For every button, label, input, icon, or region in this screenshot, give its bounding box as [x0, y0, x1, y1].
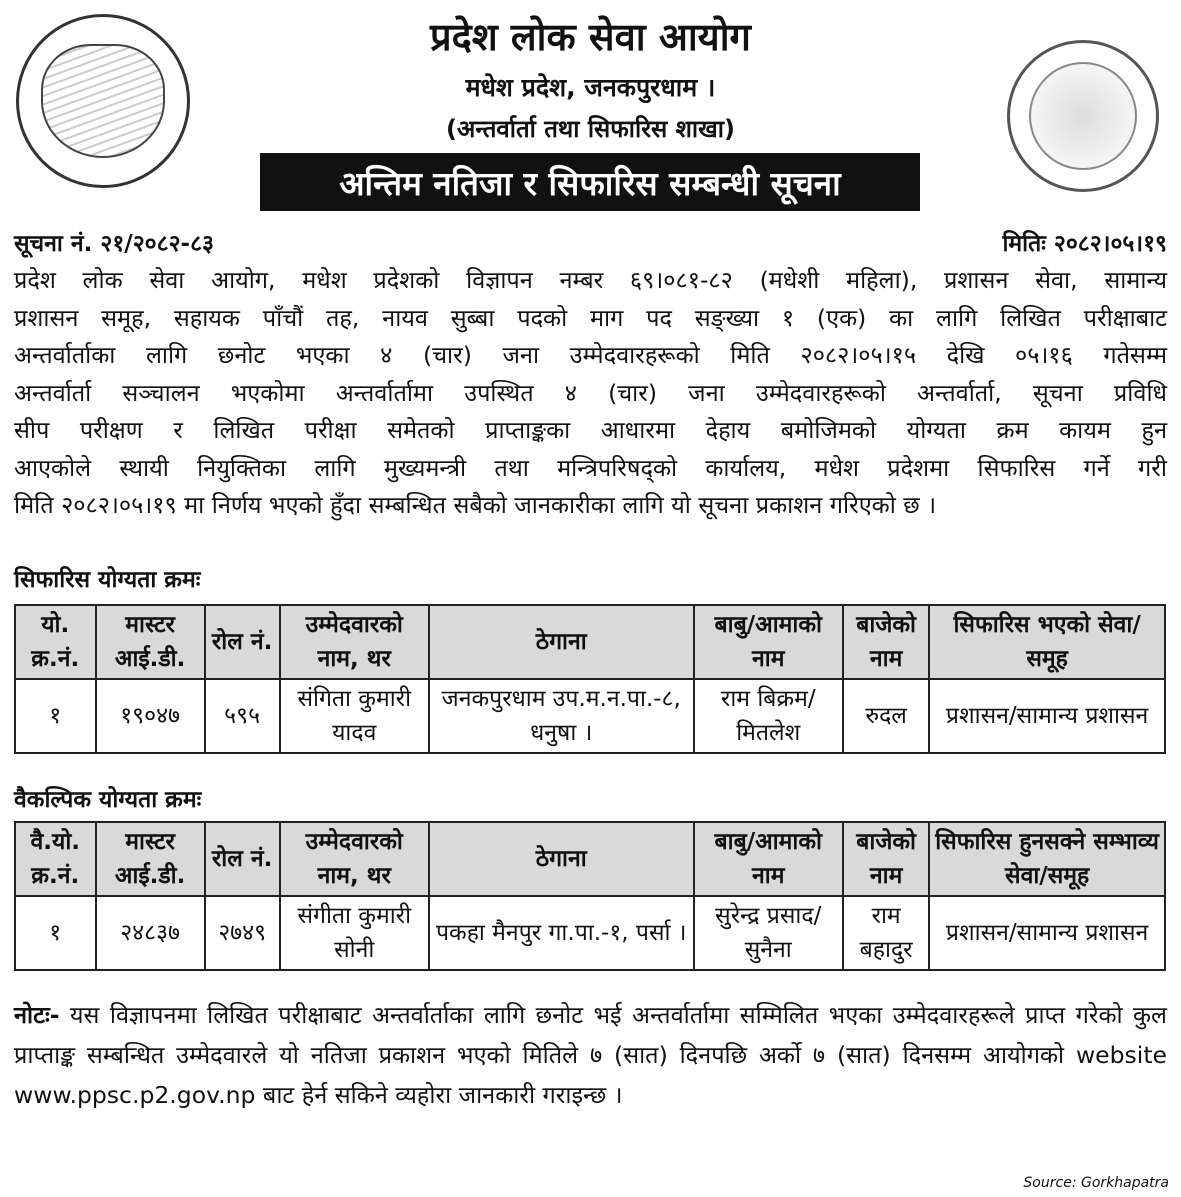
table-cell: प्रशासन/सामान्य प्रशासन: [929, 896, 1165, 970]
table-cell: २७४९: [205, 896, 280, 970]
column-header: बाजेको नाम: [843, 822, 929, 896]
column-header: ठेगाना: [429, 605, 694, 679]
column-header: बाबु/आमाको नाम: [694, 605, 844, 679]
notice-date: मितिः २०८२।०५।१९: [1002, 231, 1167, 257]
table-cell: सुरेन्द्र प्रसाद/ सुनैना: [694, 896, 844, 970]
alternate-table: [14, 821, 1166, 971]
body-line: अन्तर्वार्ताका लागि छनोट भएका ४ (चार) जना उम्मेदवारहरूको मिति २०८२।०५।१५ देखि ०५।१६ गतेसम्म: [14, 341, 1167, 369]
table-cell: संगीता कुमारी सोनी: [280, 896, 430, 970]
body-line: सीप परीक्षण र लिखित परीक्षा समेतको प्राप्ताङ्कका आधारमा देहाय बमोजिमको योग्यता क्रम कायम हुन: [14, 416, 1167, 444]
table-cell: १: [15, 679, 96, 753]
column-header: बाबु/आमाको नाम: [694, 822, 844, 896]
org-title: प्रदेश लोक सेवा आयोग: [430, 15, 751, 59]
table-cell: २४८३७: [96, 896, 205, 970]
column-header: सिफारिस हुनसक्ने सम्भाव्य सेवा/समूह: [929, 822, 1165, 896]
table-row: [15, 679, 1165, 753]
table-cell: १९०४७: [96, 679, 205, 753]
notice-number: सूचना नं. २१/२०८२-८३: [14, 231, 215, 257]
recommended-heading: सिफारिस योग्यता क्रमः: [14, 567, 201, 593]
note: [14, 995, 1167, 1115]
column-header: सिफारिस भएको सेवा/समूह: [929, 605, 1165, 679]
column-header: मास्टर आई.डी.: [96, 822, 205, 896]
column-header: बाजेको नाम: [843, 605, 929, 679]
column-header: मास्टर आई.डी.: [96, 605, 205, 679]
table-cell: राम बहादुर: [843, 896, 929, 970]
alternate-heading: वैकल्पिक योग्यता क्रमः: [14, 787, 202, 813]
body-line: प्रदेश लोक सेवा आयोग, मधेश प्रदेशको विज्ञापन नम्बर ६९।०८१-८२ (मधेशी महिला), प्रशासन सेवा, सामान्य: [14, 266, 1167, 294]
table-header-row: [15, 605, 1165, 679]
table-cell: राम बिक्रम/ मितलेश: [694, 679, 844, 753]
column-header: यो. क्र.नं.: [15, 605, 96, 679]
table-cell: पकहा मैनपुर गा.पा.-१, पर्सा ।: [429, 896, 694, 970]
notice-body: [14, 262, 1167, 525]
table-row: [15, 896, 1165, 970]
column-header: ठेगाना: [429, 822, 694, 896]
body-line: मिति २०८२।०५।१९ मा निर्णय भएको हुँदा सम्बन्धित सबैको जानकारीका लागि यो सूचना प्रकाशन गरिएको छ ।: [14, 491, 937, 519]
table-cell: संगिता कुमारी यादव: [280, 679, 430, 753]
notice-banner: अन्तिम नतिजा र सिफारिस सम्बन्धी सूचना: [260, 153, 920, 211]
column-header: उम्मेदवारको नाम, थर: [280, 605, 430, 679]
column-header: रोल नं.: [205, 605, 280, 679]
table-cell: प्रशासन/सामान्य प्रशासन: [929, 679, 1165, 753]
table-cell: जनकपुरधाम उप.म.न.पा.-८, धनुषा ।: [429, 679, 694, 753]
table-cell: १: [15, 896, 96, 970]
source-credit: Source: Gorkhapatra: [1023, 1175, 1169, 1191]
note-label: नोटः-: [14, 1001, 60, 1029]
org-location: मधेश प्रदेश, जनकपुरधाम ।: [465, 73, 716, 102]
note-text: यस विज्ञापनमा लिखित परीक्षाबाट अन्तर्वार्ताका लागि छनोट भई अन्तर्वार्तामा सम्मिलित भएका उम्मेदवारहरूले प्राप्त गरेको कुल प्राप्ताङ्क सम्बन्धित उम्मेदवारले यो नतिजा प्रकाशन भएको मितिले ७ (सात) दिनपछि अर्को ७ (सात) दिनसम्म आयोगको website www.ppsc.p2.gov.np बाट हेर्न सकिने व्यहोरा जानकारी गराइन्छ ।: [14, 1001, 1167, 1109]
body-line: आएकोले स्थायी नियुक्तिका लागि मुख्यमन्त्री तथा मन्त्रिपरिषद्को कार्यालय, मधेश प्रदेशमा सिफारिस गर्ने गरी: [14, 453, 1167, 482]
body-line: अन्तर्वार्ता सञ्चालन भएकोमा अन्तर्वार्तामा उपस्थित ४ (चार) जना उम्मेदवारहरूको अन्तर्वार्ता, सूचना प्रविधि: [14, 378, 1167, 407]
notice-meta: [14, 226, 1167, 258]
column-header: उम्मेदवारको नाम, थर: [280, 822, 430, 896]
recommended-table: [14, 604, 1166, 754]
column-header: रोल नं.: [205, 822, 280, 896]
column-header: वै.यो. क्र.नं.: [15, 822, 96, 896]
table-cell: रुदल: [843, 679, 929, 753]
table-cell: ५९५: [205, 679, 280, 753]
table-header-row: [15, 822, 1165, 896]
branch-name: (अन्तर्वार्ता तथा सिफारिस शाखा): [446, 115, 735, 143]
body-line: प्रशासन समूह, सहायक पाँचौं तह, नायव सुब्बा पदको माग पद सङ्ख्या १ (एक) का लागि लिखित परीक्षाबाट: [14, 303, 1167, 332]
